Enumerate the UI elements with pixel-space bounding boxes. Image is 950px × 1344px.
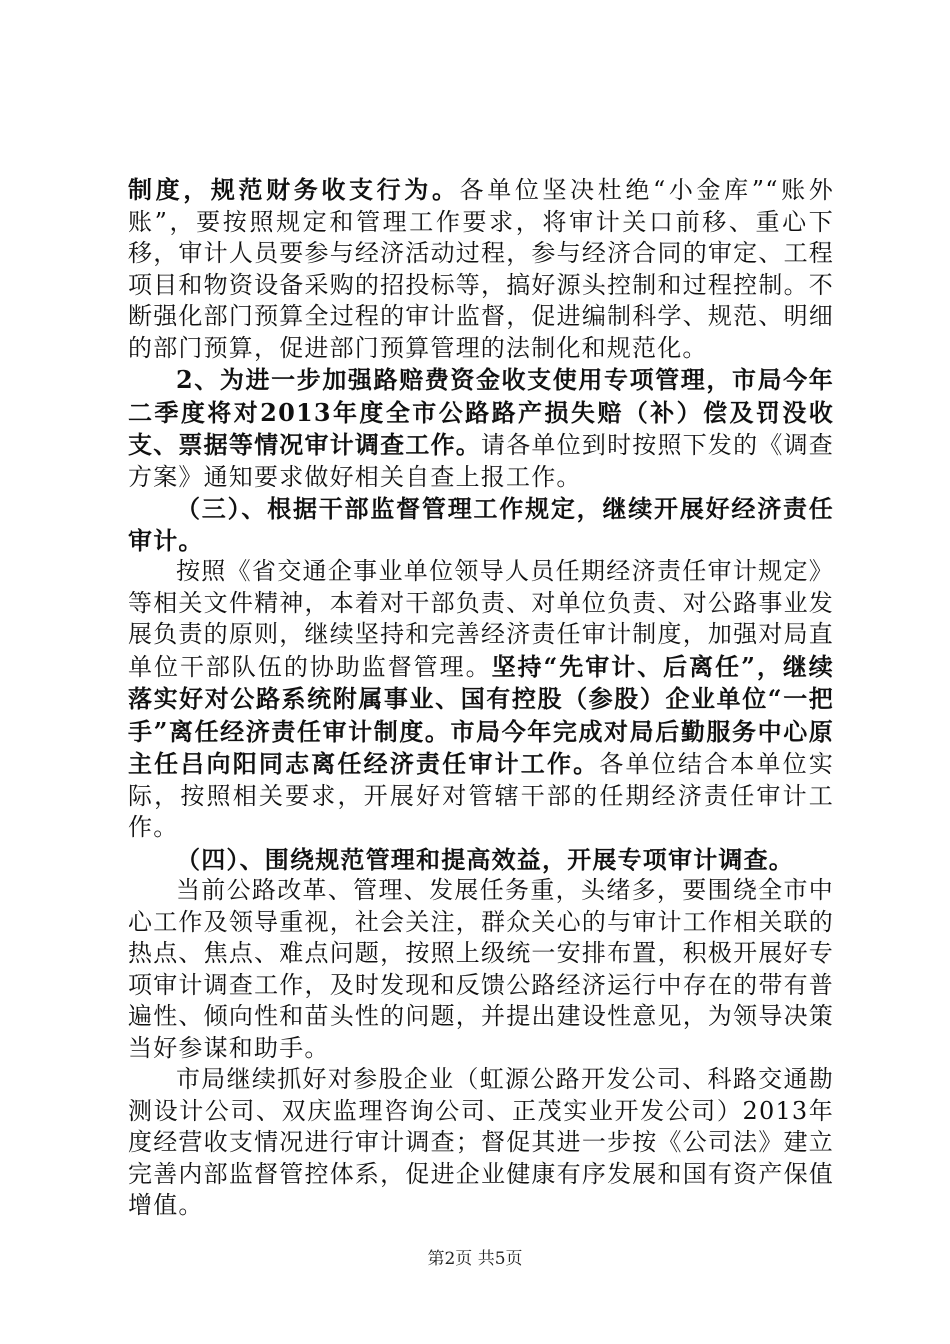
paragraph-text: 请各单位到时按照下发的《调查方案》通知要求做好相关自查上报工作。	[128, 431, 834, 491]
paragraph-bold-lead: 制度，规范财务收支行为。	[128, 175, 460, 204]
paragraph-special-audit	[128, 875, 834, 1064]
paragraph-economic-audit	[128, 556, 834, 844]
paragraph-text: 按照《省交通企事业单位领导人员任期经济责任审计规定》等相关文件精神，本着对干部负责、对单位负责、对公路事业发展负责的原则，继续坚持和完善经济责任审计制度，加强对局直单位干部队伍的协助监督管理。	[128, 557, 834, 681]
paragraph-finance-rules	[128, 174, 834, 364]
paragraph-text-tail: 各单位结合本单位实际，按照相关要求，开展好对管辖干部的任期经济责任审计工作。	[128, 750, 834, 841]
section-heading-special-audit: （四）、围绕规范管理和提高效益，开展专项审计调查。	[176, 844, 794, 874]
paragraph-bold-mid: 坚持“先审计、后离任”，继续落实好对公路系统附属事业、国有控股（参股）企业单位“一把手”离任经济责任审计制度。市局今年完成对局后勤服务中心原主任吕向阳同志离任经济责任审计工作。	[128, 651, 834, 778]
section-heading-economic-audit: （三）、根据干部监督管理工作规定，继续开展好经济责任审计。	[128, 494, 834, 555]
page-footer: 第2页 共5页	[427, 1249, 523, 1269]
paragraph-text: 当前公路改革、管理、发展任务重，头绪多，要围绕全市中心工作及领导重视，社会关注，群众关心的与审计工作相关联的热点、焦点、难点问题，按照上级统一安排布置，积极开展好专项审计调查工作，及时发现和反馈公路经济运行中存在的带有普遍性、倾向性和苗头性的问题，并提出建设性意见，为领导决策当好参谋和助手。	[128, 876, 834, 1062]
paragraph-bold-lead: 2、为进一步加强路赔费资金收支使用专项管理，市局今年二季度将对2013年度全市公路路产损失赔（补）偿及罚没收支、票据等情况审计调查工作。	[128, 365, 834, 459]
paragraph-text: 各单位坚决杜绝“小金库”“账外账”，要按照规定和管理工作要求，将审计关口前移、重心下移，审计人员要参与经济活动过程，参与经济合同的审定、工程项目和物资设备采购的招投标等，搞好源头控制和过程控制。不断强化部门预算全过程的审计监督，促进编制科学、规范、明细的部门预算，促进部门预算管理的法制化和规范化。	[128, 176, 834, 362]
paragraph-text: 市局继续抓好对参股企业（虹源公路开发公司、科路交通勘测设计公司、双庆监理咨询公司、正茂实业开发公司）2013年度经营收支情况进行审计调查；督促其进一步按《公司法》建立完善内部监督管控体系，促进企业健康有序发展和国有资产保值增值。	[128, 1065, 834, 1219]
paragraph-road-compensation	[128, 364, 834, 493]
paragraph-enterprise-audit	[128, 1064, 834, 1222]
document-body	[128, 174, 834, 1222]
